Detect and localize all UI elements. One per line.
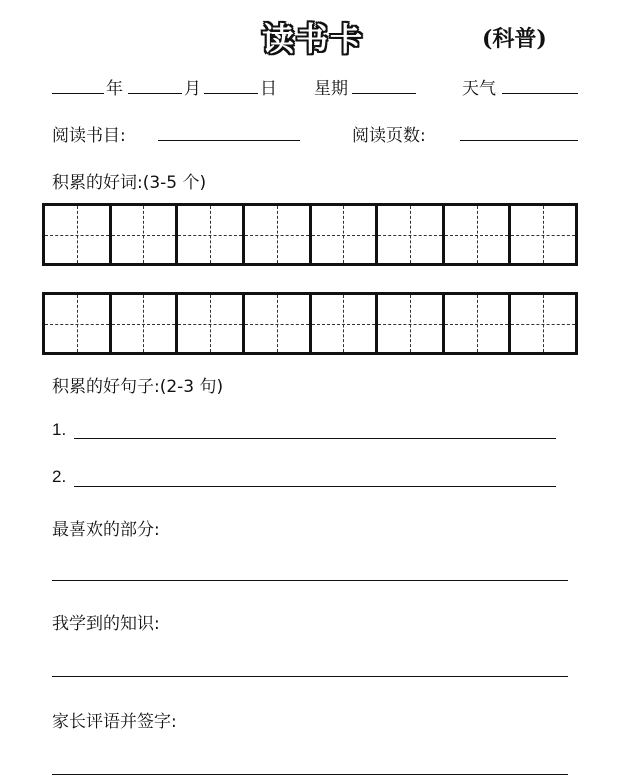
favorite-section-label: 最喜欢的部分: xyxy=(52,520,160,540)
word-cell[interactable] xyxy=(178,206,245,263)
word-cell[interactable] xyxy=(112,206,179,263)
weekday-field[interactable] xyxy=(352,93,416,94)
word-cell[interactable] xyxy=(312,295,379,352)
sentence-number-2: 2. xyxy=(52,467,67,486)
favorite-field[interactable] xyxy=(52,580,568,581)
word-cell[interactable] xyxy=(178,295,245,352)
sentence-field-2[interactable] xyxy=(74,486,556,487)
pages-field[interactable] xyxy=(460,140,578,141)
word-cell[interactable] xyxy=(112,295,179,352)
word-cell[interactable] xyxy=(312,206,379,263)
knowledge-section-label: 我学到的知识: xyxy=(52,614,160,634)
year-field[interactable] xyxy=(52,93,104,94)
card-title: 读书卡 xyxy=(262,20,365,58)
word-cell[interactable] xyxy=(245,206,312,263)
word-cell[interactable] xyxy=(45,206,112,263)
category-label: (科普) xyxy=(482,26,547,52)
day-label: 日 xyxy=(260,79,277,99)
word-cell[interactable] xyxy=(445,206,512,263)
word-grid-row-2[interactable] xyxy=(42,292,578,355)
word-cell[interactable] xyxy=(45,295,112,352)
sentence-field-1[interactable] xyxy=(74,438,556,439)
word-cell[interactable] xyxy=(511,206,575,263)
weather-field[interactable] xyxy=(502,93,578,94)
word-cell[interactable] xyxy=(378,206,445,263)
parent-field[interactable] xyxy=(52,774,568,775)
weather-label: 天气 xyxy=(462,79,496,99)
month-label: 月 xyxy=(184,79,201,99)
book-title-field[interactable] xyxy=(158,140,300,141)
word-cell[interactable] xyxy=(378,295,445,352)
weekday-label: 星期 xyxy=(314,79,348,99)
parent-section-label: 家长评语并签字: xyxy=(52,712,177,732)
book-title-label: 阅读书目: xyxy=(52,126,126,146)
year-label: 年 xyxy=(106,79,123,99)
pages-label: 阅读页数: xyxy=(352,126,426,146)
knowledge-field[interactable] xyxy=(52,676,568,677)
month-field[interactable] xyxy=(128,93,182,94)
word-grid-row-1[interactable] xyxy=(42,203,578,266)
day-field[interactable] xyxy=(204,93,258,94)
word-cell[interactable] xyxy=(511,295,575,352)
words-section-label: 积累的好词:(3-5 个) xyxy=(52,173,207,193)
sentences-section-label: 积累的好句子:(2-3 句) xyxy=(52,377,224,397)
word-cell[interactable] xyxy=(245,295,312,352)
word-cell[interactable] xyxy=(445,295,512,352)
sentence-number-1: 1. xyxy=(52,420,67,439)
